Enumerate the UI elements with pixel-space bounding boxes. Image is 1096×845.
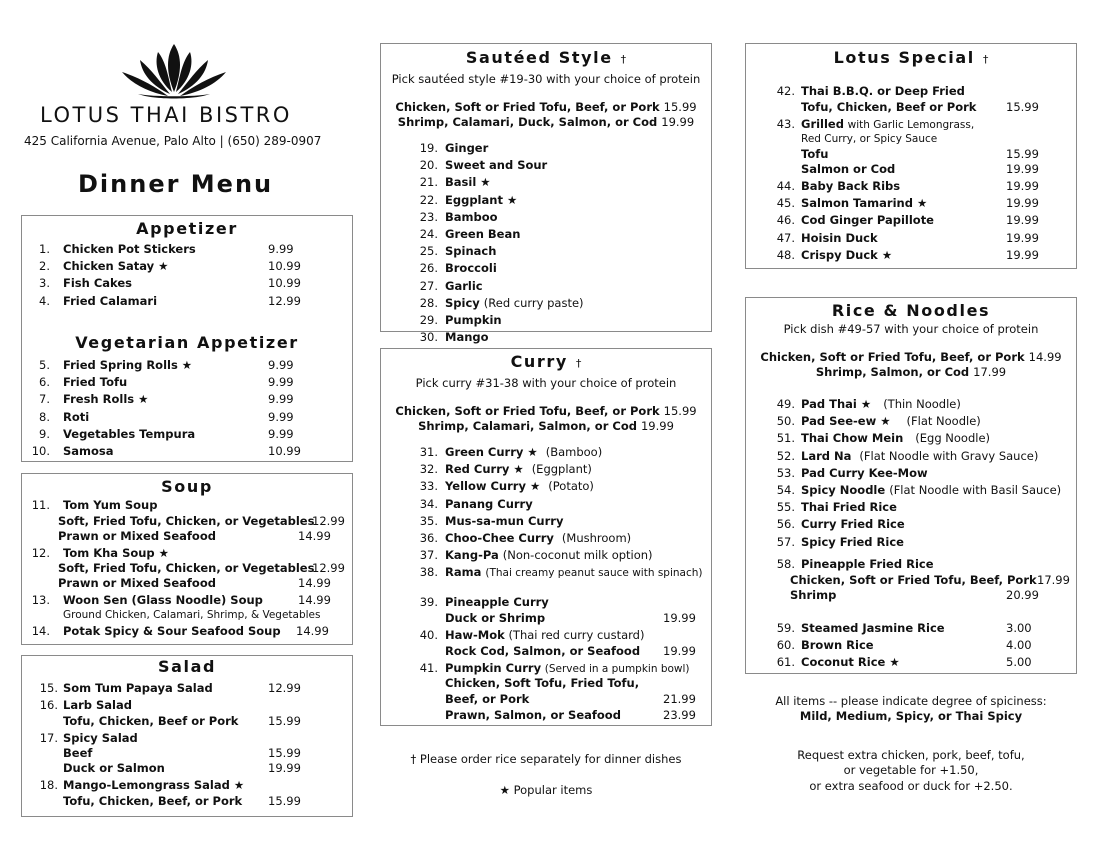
- item-number: 42.: [776, 84, 795, 98]
- item-price: 14.99: [298, 593, 331, 607]
- item-name: Haw-Mok (Thai red curry custard): [445, 628, 645, 642]
- menu-item: 61. Coconut Rice ★ 5.00: [776, 655, 1032, 670]
- menu-item: 2. Chicken Satay ★ 10.99: [39, 259, 301, 274]
- salad-section: [21, 655, 353, 817]
- item-number: 58.: [776, 557, 795, 571]
- rice-noodles-subtitle: Pick dish #49-57 with your choice of protein: [783, 322, 1039, 336]
- menu-item: 53. Pad Curry Kee-Mow: [776, 465, 928, 480]
- protein-option: Shrimp, Calamari, Salmon, or Cod 19.99: [418, 419, 674, 433]
- menu-item: 50. Pad See-ew ★ (Flat Noodle): [776, 414, 981, 429]
- menu-item: 31. Green Curry ★ (Bamboo): [419, 445, 603, 459]
- dagger-icon: †: [982, 53, 989, 66]
- restaurant-name: LOTUS THAI BISTRO: [40, 103, 292, 127]
- curry-section: [380, 348, 712, 726]
- protein-option: Shrimp, Calamari, Duck, Salmon, or Cod 19.99: [397, 115, 695, 129]
- menu-item: 37. Kang-Pa (Non-coconut milk option): [419, 548, 653, 563]
- item-name: Mango-Lemongrass Salad ★: [63, 778, 245, 792]
- item-name: Spicy Salad: [63, 731, 138, 745]
- vegetarian-title: Vegetarian Appetizer: [75, 333, 299, 352]
- menu-item: 5. Fried Spring Rolls ★ 9.99: [39, 358, 294, 372]
- item-price: 15.99: [268, 746, 301, 760]
- item-number: 11.: [31, 498, 50, 512]
- menu-item: 27. Garlic: [419, 278, 483, 293]
- item-option: Chicken, Soft Tofu, Fried Tofu,: [445, 676, 640, 690]
- item-option: Prawn or Mixed Seafood: [58, 576, 216, 590]
- item-name: Larb Salad: [63, 698, 132, 712]
- item-option: Duck or Salmon: [63, 761, 165, 775]
- item-price: 12.99: [312, 561, 345, 575]
- menu-item: 26. Broccoli: [419, 261, 497, 276]
- item-number: 14.: [31, 624, 50, 638]
- extra-note-1: Request extra chicken, pork, beef, tofu,: [797, 748, 1025, 762]
- curry-subtitle: Pick curry #31-38 with your choice of protein: [415, 376, 677, 390]
- menu-item: 34. Panang Curry: [419, 496, 533, 511]
- item-price: 19.99: [1006, 162, 1039, 176]
- item-number: 40.: [419, 628, 438, 642]
- item-description: Red Curry, or Spicy Sauce: [801, 133, 938, 145]
- item-price: 15.99: [268, 714, 301, 728]
- menu-item: 49. Pad Thai ★ (Thin Noodle): [776, 397, 961, 411]
- menu-item: 46. Cod Ginger Papillote 19.99: [776, 213, 1039, 228]
- menu-item: 4. Fried Calamari 12.99: [39, 293, 301, 308]
- menu-title: Dinner Menu: [78, 170, 274, 198]
- item-price: 15.99: [268, 794, 301, 808]
- item-price: 14.99: [296, 624, 329, 638]
- menu-item: 22. Eggplant ★: [419, 192, 518, 207]
- item-price: 19.99: [663, 644, 696, 658]
- appetizer-title: Appetizer: [136, 219, 238, 238]
- item-price: 12.99: [312, 514, 345, 528]
- item-option: Salmon or Cod: [801, 162, 896, 176]
- item-option: Beef: [63, 746, 93, 760]
- menu-item: 36. Choo-Chee Curry (Mushroom): [419, 530, 632, 545]
- item-option: Tofu, Chicken, Beef or Pork: [801, 100, 977, 114]
- item-name: Tom Kha Soup ★: [63, 546, 169, 560]
- sauteed-section: [380, 43, 712, 345]
- item-option: Tofu: [801, 147, 829, 161]
- rice-note: † Please order rice separately for dinner dishes: [410, 752, 682, 766]
- item-option: Shrimp: [790, 588, 837, 602]
- menu-item: 35. Mus-sa-mun Curry: [419, 513, 564, 528]
- menu-item: 38. Rama (Thai creamy peanut sauce with spinach): [419, 565, 703, 580]
- item-number: 16.: [39, 698, 58, 712]
- rice-noodles-section: [745, 297, 1077, 674]
- menu-item: 55. Thai Fried Rice: [776, 500, 897, 515]
- protein-option: Chicken, Soft or Fried Tofu, Beef, or Pork 14.99: [760, 350, 1062, 364]
- menu-item: 57. Spicy Fried Rice: [776, 534, 904, 549]
- menu-item: 60. Brown Rice 4.00: [776, 638, 1032, 653]
- menu-item: 45. Salmon Tamarind ★ 19.99: [776, 196, 1039, 211]
- item-price: 15.99: [1006, 100, 1039, 114]
- rice-noodles-title: Rice & Noodles: [831, 301, 991, 320]
- menu-item: 3. Fish Cakes 10.99: [39, 276, 301, 291]
- item-number: 39.: [419, 595, 438, 609]
- extra-note-2: or vegetable for +1.50,: [843, 763, 979, 777]
- item-name: Tom Yum Soup: [63, 498, 158, 512]
- menu-item: 28. Spicy (Red curry paste): [419, 295, 584, 310]
- soup-section: [21, 473, 353, 645]
- protein-option: Shrimp, Salmon, or Cod 17.99: [815, 365, 1007, 379]
- menu-item: 48. Crispy Duck ★ 19.99: [776, 247, 1039, 262]
- menu-item: 10. Samosa 10.99: [31, 443, 301, 458]
- item-price: 14.99: [298, 529, 331, 543]
- lotus-flower-icon: [118, 42, 230, 102]
- menu-item: 56. Curry Fried Rice: [776, 517, 905, 532]
- menu-item: 21. Basil ★: [419, 175, 491, 190]
- item-name: Pineapple Curry: [445, 595, 549, 609]
- item-price: 17.99: [1037, 573, 1070, 587]
- menu-item: 24. Green Bean: [419, 226, 521, 241]
- appetizer-section: [21, 215, 353, 462]
- dagger-icon: †: [620, 53, 627, 66]
- sauteed-title: Sautéed Style †: [465, 48, 627, 67]
- curry-title: Curry †: [510, 352, 582, 371]
- item-number: 43.: [776, 117, 795, 131]
- extra-note-3: or extra seafood or duck for +2.50.: [809, 779, 1013, 793]
- protein-option: Chicken, Soft or Fried Tofu, Beef, or Pork 15.99: [395, 404, 697, 418]
- item-price: 20.99: [1006, 588, 1039, 602]
- item-option: Tofu, Chicken, Beef, or Pork: [63, 794, 243, 808]
- item-number: 18.: [39, 778, 58, 792]
- protein-option: Chicken, Soft or Fried Tofu, Beef, or Pork 15.99: [395, 100, 697, 114]
- menu-item: 59. Steamed Jasmine Rice 3.00: [776, 621, 1032, 635]
- menu-item: 25. Spinach: [419, 244, 497, 259]
- menu-item: 51. Thai Chow Mein (Egg Noodle): [776, 431, 991, 446]
- item-option: Soft, Fried Tofu, Chicken, or Vegetables: [58, 514, 315, 528]
- spice-levels: Mild, Medium, Spicy, or Thai Spicy: [799, 709, 1023, 723]
- item-option: Beef, or Pork: [445, 692, 530, 706]
- sauteed-subtitle: Pick sautéed style #19-30 with your choice of protein: [391, 72, 701, 86]
- item-number: 41.: [419, 661, 438, 675]
- menu-item: 47. Hoisin Duck 19.99: [776, 230, 1039, 245]
- item-description: Ground Chicken, Calamari, Shrimp, & Vegetables: [63, 609, 321, 621]
- item-number: 13.: [31, 593, 50, 607]
- menu-item: 20. Sweet and Sour: [419, 158, 548, 173]
- item-option: Prawn or Mixed Seafood: [58, 529, 216, 543]
- dagger-icon: †: [575, 357, 582, 370]
- item-name: Pineapple Fried Rice: [801, 557, 934, 571]
- menu-item: 6. Fried Tofu 9.99: [39, 375, 294, 390]
- menu-item: 29. Pumpkin: [419, 312, 502, 327]
- item-option: Chicken, Soft or Fried Tofu, Beef, Pork: [790, 573, 1037, 587]
- item-name: Thai B.B.Q. or Deep Fried: [801, 84, 965, 98]
- item-name: Potak Spicy & Sour Seafood Soup: [63, 624, 281, 638]
- salad-title: Salad: [157, 657, 217, 676]
- item-price: 23.99: [663, 708, 696, 722]
- item-number: 12.: [31, 546, 50, 560]
- item-option: Duck or Shrimp: [445, 611, 546, 625]
- lotus-special-title: Lotus Special †: [833, 48, 989, 67]
- menu-item: 9. Vegetables Tempura 9.99: [39, 426, 294, 441]
- spice-note: All items -- please indicate degree of spiciness:: [775, 694, 1047, 708]
- item-option: Prawn, Salmon, or Seafood: [445, 708, 621, 722]
- item-price: 14.99: [298, 576, 331, 590]
- item-number: 15.: [39, 681, 58, 695]
- soup-title: Soup: [161, 477, 213, 496]
- item-price: 15.99: [1006, 147, 1039, 161]
- menu-item: 23. Bamboo: [419, 209, 498, 224]
- menu-item: 44. Baby Back Ribs 19.99: [776, 179, 1039, 193]
- menu-item: 54. Spicy Noodle (Flat Noodle with Basil Sauce): [776, 482, 1062, 497]
- menu-item: 1. Chicken Pot Stickers 9.99: [39, 242, 294, 256]
- item-name: Grilled with Garlic Lemongrass,: [801, 117, 975, 131]
- restaurant-address: 425 California Avenue, Palo Alto | (650) 289-0907: [24, 134, 322, 148]
- item-name: Pumpkin Curry (Served in a pumpkin bowl): [445, 661, 690, 675]
- menu-item: 33. Yellow Curry ★ (Potato): [419, 479, 594, 494]
- item-option: Tofu, Chicken, Beef or Pork: [63, 714, 239, 728]
- item-number: 17.: [39, 731, 58, 745]
- menu-item: 52. Lard Na (Flat Noodle with Gravy Sauce): [776, 448, 1039, 463]
- item-name: Woon Sen (Glass Noodle) Soup: [63, 593, 263, 607]
- popular-note: ★ Popular items: [499, 783, 593, 797]
- item-name: Som Tum Papaya Salad: [63, 681, 213, 695]
- item-option: Soft, Fried Tofu, Chicken, or Vegetables: [58, 561, 315, 575]
- menu-item: 19. Ginger: [419, 141, 489, 155]
- item-price: 19.99: [663, 611, 696, 625]
- item-price: 19.99: [268, 761, 301, 775]
- item-price: 21.99: [663, 692, 696, 706]
- item-price: 12.99: [268, 681, 301, 695]
- menu-item: 8. Roti 9.99: [39, 409, 294, 424]
- item-option: Rock Cod, Salmon, or Seafood: [445, 644, 641, 658]
- lotus-special-section: [745, 43, 1077, 269]
- menu-item: 30. Mango: [419, 330, 489, 345]
- menu-item: 7. Fresh Rolls ★ 9.99: [39, 392, 294, 407]
- menu-item: 32. Red Curry ★ (Eggplant): [419, 462, 592, 477]
